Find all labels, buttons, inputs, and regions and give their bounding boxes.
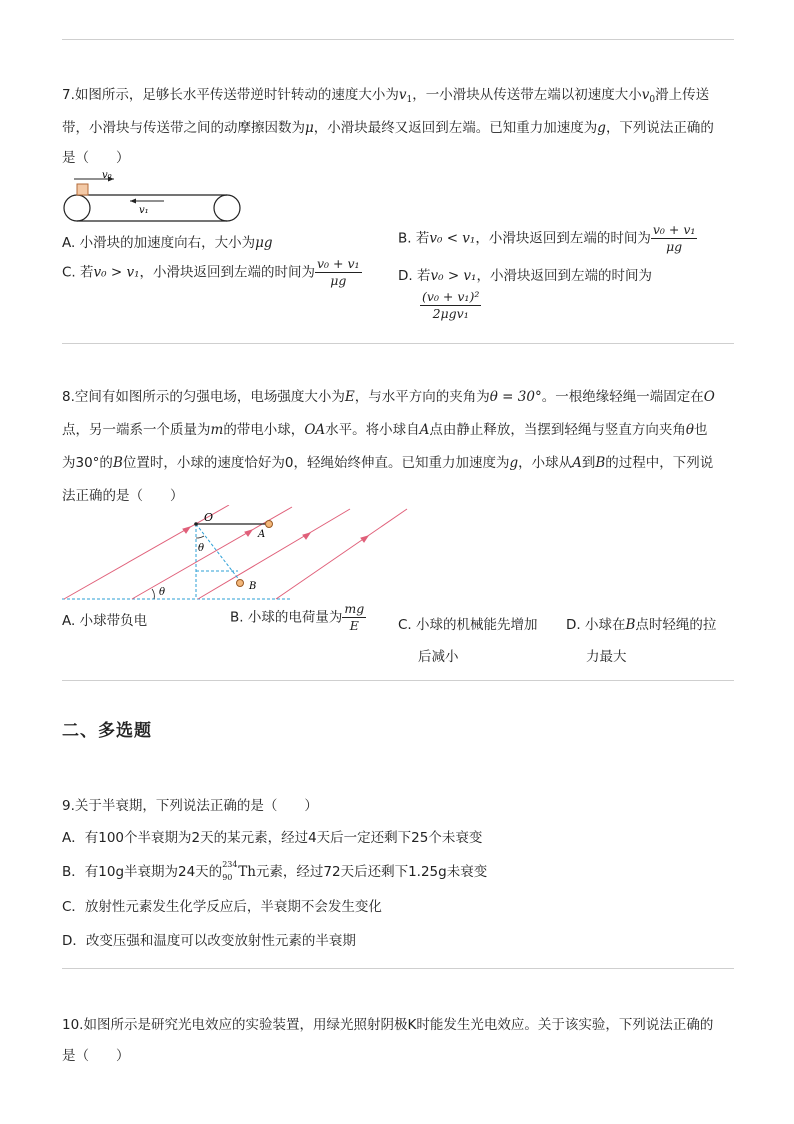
- separator-q7: [62, 343, 734, 344]
- label-b: B: [249, 581, 257, 592]
- left-pulley: [64, 195, 90, 221]
- label-a: A: [258, 529, 266, 540]
- q7-mu: μ: [305, 120, 314, 136]
- angle-arc-o: [196, 536, 204, 538]
- q7-option-b[interactable]: B. 若v₀ < v₁，小滑块返回到左端的时间为 $\frac{\text{v₀ + v₁}}{\mu g}$: [398, 222, 696, 254]
- ball-b: [237, 580, 244, 587]
- q7-option-a[interactable]: A. 小滑块的加速度向右，大小为μg: [62, 235, 273, 251]
- angle-arc-ground: [152, 589, 154, 599]
- q8-option-d[interactable]: D. 小球在B点时轻绳的拉 力最大: [566, 617, 717, 665]
- point-o: [194, 522, 198, 526]
- separator-top: [62, 39, 734, 40]
- label-theta-ground: θ: [159, 587, 166, 598]
- q8-line4: 法正确的是（ ）: [62, 488, 184, 504]
- separator-q9: [62, 968, 734, 969]
- q8-option-a[interactable]: A. 小球带负电: [62, 613, 148, 629]
- separator-q8: [62, 680, 734, 681]
- q7-stem-c: 滑上传送: [655, 87, 710, 103]
- q10-line2: 是（ ）: [62, 1048, 130, 1064]
- field-line-3: [198, 509, 350, 599]
- q7-option-c[interactable]: C. 若v₀ > v₁，小滑块返回到左端的时间为 $\frac{\text{v₀ + v₁}}{\mu g}$: [62, 256, 360, 288]
- q7-stem-a: 7.如图所示，足够长水平传送带逆时针转动的速度大小为: [62, 87, 399, 103]
- q7-option-d[interactable]: D. 若v₀ > v₁，小滑块返回到左端的时间为: [398, 268, 652, 284]
- q7-conveyor-figure: [62, 168, 247, 224]
- label-o: O: [204, 511, 214, 524]
- ball-a: [266, 521, 273, 528]
- q9-option-b[interactable]: B．有10g半衰期为24天的 234 90 Th元素，经过72天后还剩下1.25g未衰变: [62, 860, 488, 882]
- q7-line3: 是（ ）: [62, 150, 130, 166]
- right-pulley: [214, 195, 240, 221]
- q9-option-c[interactable]: C．放射性元素发生化学反应后，半衰期不会发生变化: [62, 899, 382, 915]
- field-line-4: [276, 509, 407, 599]
- q9-option-d[interactable]: D．改变压强和温度可以改变放射性元素的半衰期: [62, 933, 356, 949]
- v0-label: v₀: [102, 170, 112, 181]
- q8-option-c[interactable]: C. 小球的机械能先增加 后减小: [398, 617, 538, 665]
- q7-v1: $v_1$: [398, 87, 413, 105]
- q7-option-d-fraction: $\frac{\text{(v₀ + v₁)²}}{\text{2μgv₁}}$: [422, 289, 480, 321]
- q7-v0: $v_0$: [641, 87, 656, 105]
- q8-line3: 为30°的B位置时，小球的速度恰好为0，轻绳始终伸直。已知重力加速度为g，小球从A到B的过程中，下列说: [62, 455, 714, 471]
- q7-line2: 带，小滑块与传送带之间的动摩擦因数为μ，小滑块最终又返回到左端。已知重力加速度为g，下列说法正确的: [62, 120, 714, 136]
- q9-option-a[interactable]: A．有100个半衰期为2天的某元素，经过4天后一定还剩下25个未衰变: [62, 830, 483, 846]
- label-theta-o: θ: [198, 543, 205, 554]
- q10-line1: 10.如图所示是研究光电效应的实验装置，用绿光照射阴极K时能发生光电效应。关于该实验，下列说法正确的: [62, 1017, 714, 1033]
- section-title: 二、多选题: [62, 721, 152, 741]
- v1-label: v₁: [139, 205, 149, 216]
- q8-field-figure: [62, 505, 412, 603]
- q7-g: g: [597, 120, 606, 136]
- q8-option-b[interactable]: B. 小球的电荷量为 $\frac{mg}{E}$: [230, 601, 365, 633]
- q8-line1: 8.空间有如图所示的匀强电场，电场强度大小为E，与水平方向的夹角为θ = 30°。一根绝缘轻绳一端固定在O: [62, 389, 715, 405]
- q8-line2: 点，另一端系一个质量为m的带电小球，OA水平。将小球自A点由静止释放，当摆到轻绳与竖直方向夹角θ也: [62, 422, 708, 438]
- q7-stem-b: ，一小滑块从传送带左端以初速度大小: [412, 87, 642, 103]
- slider-block: [77, 184, 88, 195]
- q9-stem: 9.关于半衰期，下列说法正确的是（ ）: [62, 798, 318, 814]
- q7-line1: [62, 83, 709, 105]
